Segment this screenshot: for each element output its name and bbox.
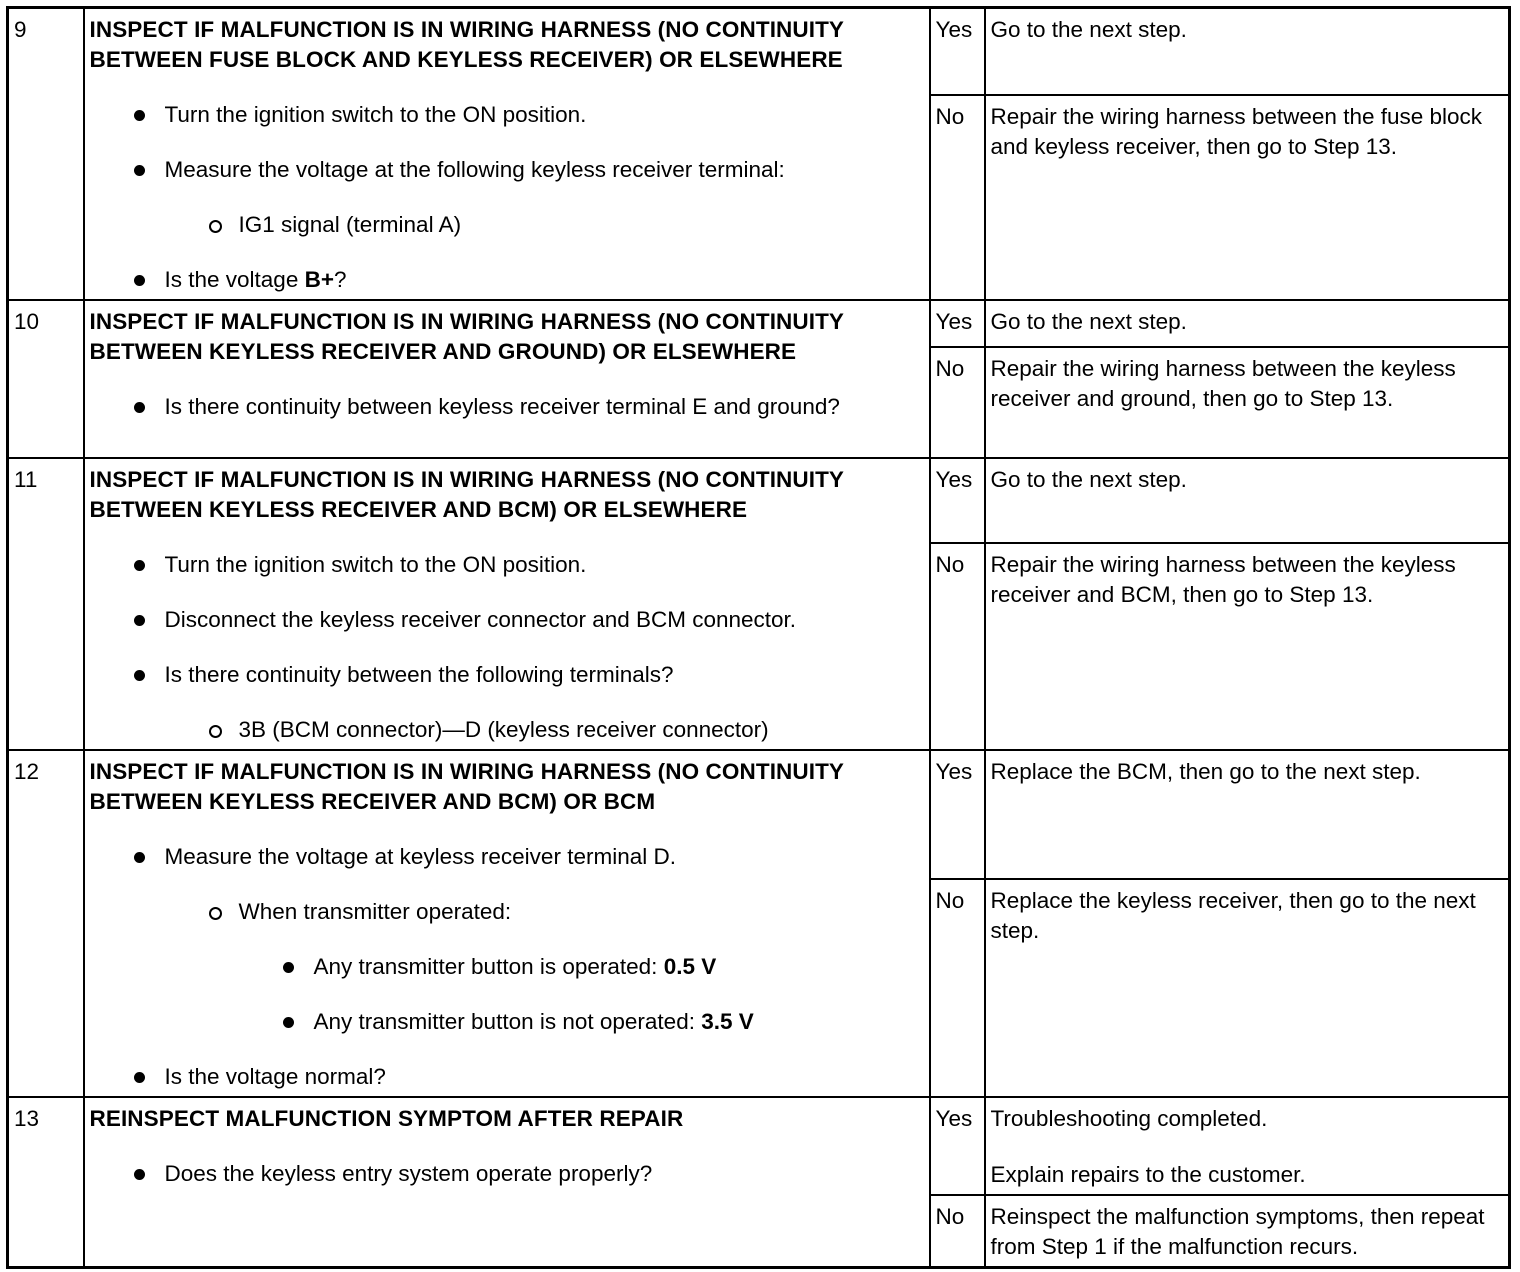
step-title: INSPECT IF MALFUNCTION IS IN WIRING HARNESS (NO CONTINUITY BETWEEN KEYLESS RECEIVER AND GROUND) OR ELSEWHERE [89,309,844,364]
step-13-row-yes [8,1097,1510,1195]
step-9-row-yes [8,8,1510,95]
bullet-item: Is there continuity between keyless receiver terminal E and ground? [90,392,924,422]
yes-action: Go to the next step. [985,300,1510,347]
step-number: 10 [8,300,84,458]
step-title: REINSPECT MALFUNCTION SYMPTOM AFTER REPAIR [89,1106,684,1131]
sub-sub-bullet-item: Any transmitter button is not operated: 3.5 V [239,1007,924,1037]
step-number: 13 [8,1097,84,1268]
sub-sub-bullet-item: Any transmitter button is operated: 0.5 V [239,952,924,982]
no-action: Reinspect the malfunction symptoms, then repeat from Step 1 if the malfunction recurs. [985,1195,1510,1268]
step-number: 11 [8,458,84,750]
yes-action: Replace the BCM, then go to the next step. [985,750,1510,879]
yes-label: Yes [930,458,985,543]
no-label: No [930,543,985,750]
step-11-row-yes [8,458,1510,543]
step-10-row-yes [8,300,1510,347]
bullet-item: Is there continuity between the following terminals? 3B (BCM connector)—D (keyless receiver connector) [90,660,924,745]
no-label: No [930,347,985,458]
step-number: 9 [8,8,84,301]
step-12-row-yes [8,750,1510,879]
yes-action [985,1097,1510,1195]
sub-bullet-item: When transmitter operated: Any transmitter button is operated: 0.5 V Any transmitter button is not operated: 3.5 V [165,897,924,1037]
step-content [84,458,930,750]
no-action: Repair the wiring harness between the keyless receiver and BCM, then go to Step 13. [985,543,1510,750]
bullet-item: Does the keyless entry system operate properly? [90,1159,924,1189]
yes-action: Go to the next step. [985,458,1510,543]
no-label: No [930,879,985,1097]
bullet-item: Measure the voltage at the following keyless receiver terminal: IG1 signal (terminal A) [90,155,924,240]
no-label: No [930,1195,985,1268]
bullet-item: Measure the voltage at keyless receiver terminal D. When transmitter operated: Any transmitter button is operated: 0.5 V Any transmitter button is not operated: 3.5 V [90,842,924,1037]
yes-label: Yes [930,1097,985,1195]
step-content [84,300,930,458]
no-action: Repair the wiring harness between the fuse block and keyless receiver, then go to Step 13. [985,95,1510,300]
bullet-item: Turn the ignition switch to the ON position. [90,550,924,580]
bullet-item: Disconnect the keyless receiver connector and BCM connector. [90,605,924,635]
yes-action-line-2: Explain repairs to the customer. [990,1162,1306,1187]
yes-action: Go to the next step. [985,8,1510,95]
step-content [84,750,930,1097]
no-label: No [930,95,985,300]
yes-label: Yes [930,300,985,347]
bullet-item: Turn the ignition switch to the ON position. [90,100,924,130]
step-number: 12 [8,750,84,1097]
step-content [84,8,930,301]
bullet-item: Is the voltage normal? [90,1062,924,1092]
step-content [84,1097,930,1268]
step-title: INSPECT IF MALFUNCTION IS IN WIRING HARNESS (NO CONTINUITY BETWEEN FUSE BLOCK AND KEYLESS RECEIVER) OR ELSEWHERE [89,17,844,72]
troubleshooting-table [6,6,1511,1269]
no-action: Repair the wiring harness between the keyless receiver and ground, then go to Step 13. [985,347,1510,458]
sub-bullet-item: IG1 signal (terminal A) [165,210,924,240]
no-action: Replace the keyless receiver, then go to the next step. [985,879,1510,1097]
yes-label: Yes [930,8,985,95]
step-title: INSPECT IF MALFUNCTION IS IN WIRING HARNESS (NO CONTINUITY BETWEEN KEYLESS RECEIVER AND BCM) OR ELSEWHERE [89,467,844,522]
step-title: INSPECT IF MALFUNCTION IS IN WIRING HARNESS (NO CONTINUITY BETWEEN KEYLESS RECEIVER AND BCM) OR BCM [89,759,844,814]
yes-label: Yes [930,750,985,879]
yes-action-line-1: Troubleshooting completed. [990,1106,1268,1131]
bullet-item: Is the voltage B+? [90,265,924,295]
sub-bullet-item: 3B (BCM connector)—D (keyless receiver connector) [165,715,924,745]
